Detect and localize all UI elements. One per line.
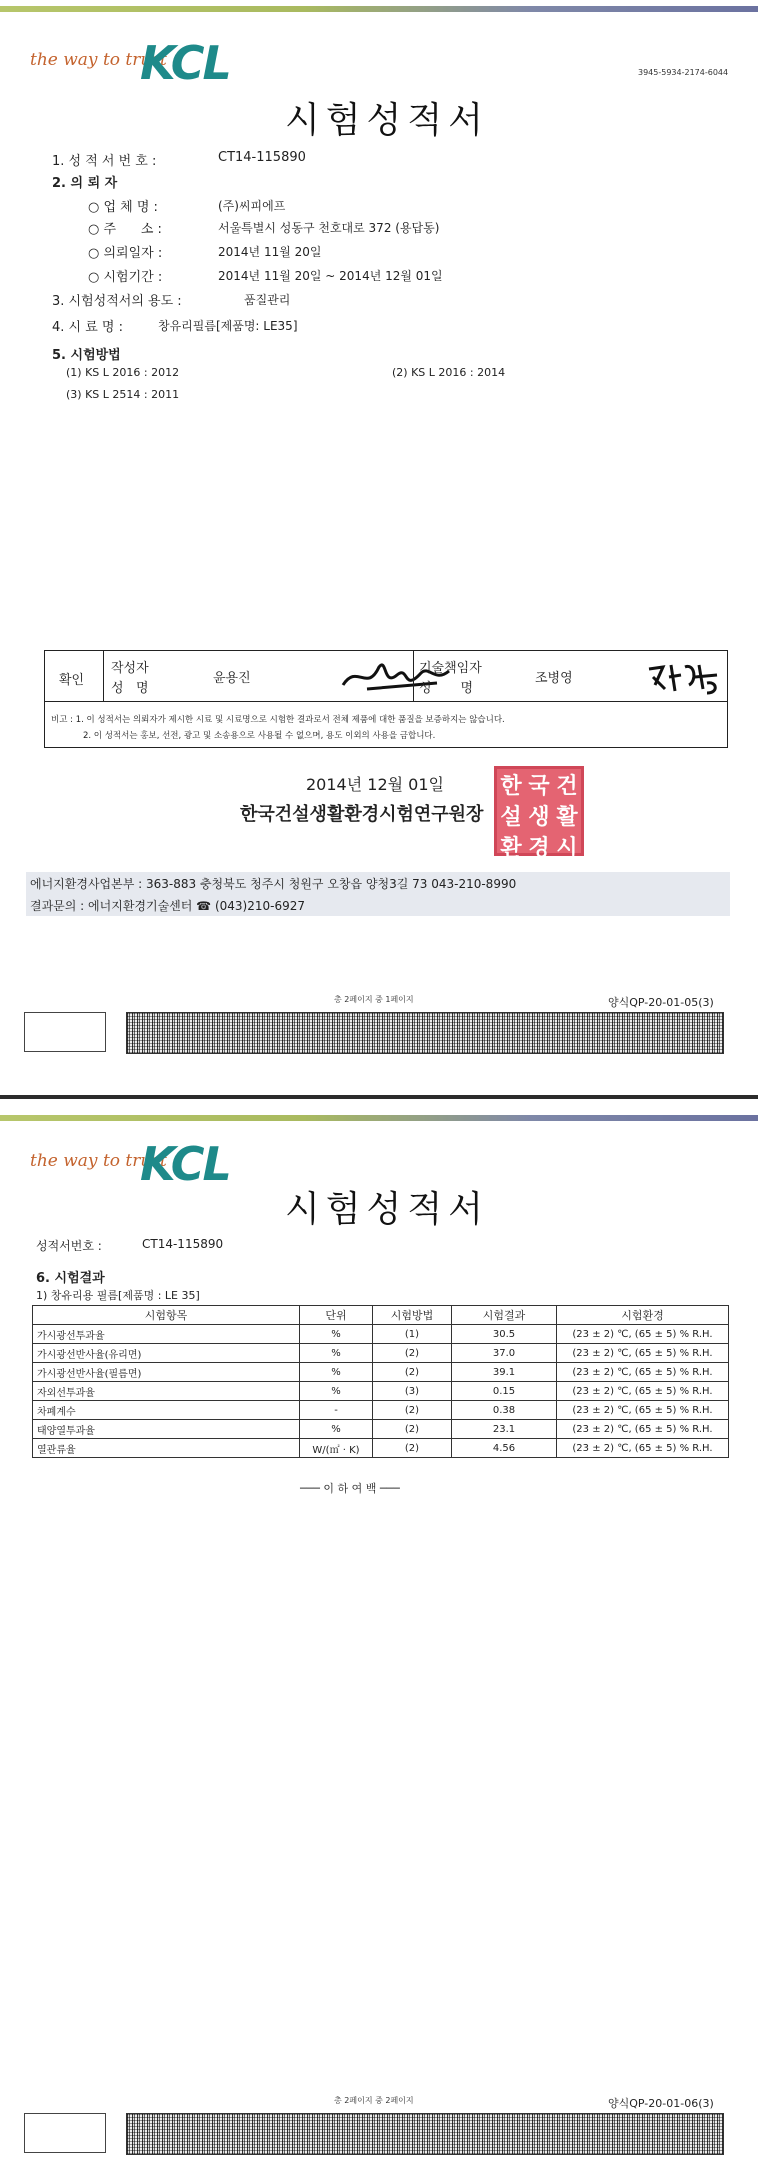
method-1: (1) KS L 2016 : 2012 — [66, 366, 180, 379]
tech-name-label: 성 명 — [419, 681, 474, 696]
institute-name: 한국건설생활환경시험연구원장 — [240, 804, 484, 825]
table-row — [33, 1382, 729, 1401]
tech-divider — [413, 651, 414, 701]
request-date-label: ○ 의뢰일자 : — [88, 246, 163, 261]
cell-unit: % — [300, 1325, 373, 1344]
col-header-item: 시험항목 — [33, 1306, 300, 1325]
cell-method: (2) — [373, 1344, 452, 1363]
issue-date: 2014년 12월 01일 — [306, 775, 444, 794]
signature-box — [44, 650, 728, 748]
report-number-label: 1. 성 적 서 번 호 : — [52, 154, 157, 169]
seal-char: 생 — [528, 805, 550, 830]
table-row — [33, 1439, 729, 1458]
cell-method: (2) — [373, 1401, 452, 1420]
cell-method: (1) — [373, 1325, 452, 1344]
cell-item: 자외선투과율 — [33, 1382, 300, 1401]
writer-name: 윤용진 — [213, 671, 251, 686]
cell-unit: - — [300, 1401, 373, 1420]
seal-char: 경 — [528, 836, 550, 861]
cell-item: 열관류율 — [33, 1439, 300, 1458]
seal-char: 한 — [500, 774, 522, 799]
note-2: 2. 이 성적서는 홍보, 선전, 광고 및 소송용으로 사용될 수 없으며, 용도 이외의 사용을 금합니다. — [83, 731, 436, 741]
address-value: 서울특별시 성동구 천호대로 372 (용답동) — [218, 221, 440, 235]
seal-char: 설 — [500, 805, 522, 830]
table-header-row — [33, 1306, 729, 1325]
report-number-value: CT14-115890 — [218, 150, 306, 165]
cell-unit: % — [300, 1382, 373, 1401]
seal-char: 국 — [528, 774, 550, 799]
cell-result: 0.38 — [452, 1401, 557, 1420]
form-number: 양식QP-20-01-05(3) — [608, 996, 714, 1009]
cell-result: 30.5 — [452, 1325, 557, 1344]
results-heading: 6. 시험결과 — [36, 1271, 105, 1286]
report-number-label: 성적서번호 : — [36, 1239, 102, 1253]
cell-environment: (23 ± 2) ℃, (65 ± 5) % R.H. — [557, 1382, 729, 1401]
tagline: the way to trust — [30, 50, 167, 70]
cell-environment: (23 ± 2) ℃, (65 ± 5) % R.H. — [557, 1325, 729, 1344]
cell-unit: W/(㎡ · K) — [300, 1439, 373, 1458]
cell-item: 가시광선반사율(유리면) — [33, 1344, 300, 1363]
footer-box — [24, 1012, 106, 1052]
writer-label: 작성자 — [111, 661, 149, 676]
company-value: (주)씨피에프 — [218, 199, 286, 213]
official-seal — [494, 766, 584, 861]
tech-signature — [645, 655, 723, 699]
document-code: 3945-5934-2174-6044 — [638, 68, 729, 77]
cell-item: 가시광선반사율(필름면) — [33, 1363, 300, 1382]
end-of-report-mark: ─── 이 하 여 백 ─── — [300, 1482, 400, 1495]
kcl-logo: KCL — [140, 36, 230, 90]
test-period-label: ○ 시험기간 : — [88, 270, 163, 285]
results-table — [32, 1305, 729, 1458]
cell-method: (2) — [373, 1439, 452, 1458]
method-3: (3) KS L 2514 : 2011 — [66, 388, 180, 401]
center-address: 에너지환경사업본부 : 363-883 충청북도 청주시 청원구 오창읍 양청3길 73 043-210-8990 — [30, 877, 517, 891]
method-2: (2) KS L 2016 : 2014 — [392, 366, 506, 379]
page-title: 시험성적서 — [285, 100, 489, 141]
col-header-environment: 시험환경 — [557, 1306, 729, 1325]
cell-result: 4.56 — [452, 1439, 557, 1458]
sign-hline — [45, 701, 727, 702]
table-row — [33, 1420, 729, 1439]
cell-environment: (23 ± 2) ℃, (65 ± 5) % R.H. — [557, 1420, 729, 1439]
page-number: 총 2페이지 중 2페이지 — [334, 2096, 414, 2105]
tagline: the way to trust — [30, 1151, 167, 1171]
page-title: 시험성적서 — [285, 1189, 489, 1230]
cell-unit: % — [300, 1344, 373, 1363]
cell-unit: % — [300, 1420, 373, 1439]
col-header-unit: 단위 — [300, 1306, 373, 1325]
results-subheading: 1) 창유리용 필름[제품명 : LE 35] — [36, 1289, 200, 1302]
page-number: 총 2페이지 중 1페이지 — [334, 995, 414, 1004]
col-header-result: 시험결과 — [452, 1306, 557, 1325]
kcl-logo: KCL — [140, 1137, 230, 1191]
writer-name-label: 성 명 — [111, 681, 149, 696]
report-number-value: CT14-115890 — [142, 1237, 224, 1251]
table-row — [33, 1344, 729, 1363]
test-period-value: 2014년 11월 20일 ~ 2014년 12월 01일 — [218, 269, 443, 283]
purpose-label: 3. 시험성적서의 용도 : — [52, 294, 182, 309]
cell-environment: (23 ± 2) ℃, (65 ± 5) % R.H. — [557, 1439, 729, 1458]
table-row — [33, 1363, 729, 1382]
header-color-bar — [0, 6, 758, 12]
confirm-divider — [103, 651, 104, 701]
seal-char: 환 — [500, 836, 522, 861]
cell-method: (2) — [373, 1420, 452, 1439]
seal-char: 시 — [556, 836, 578, 861]
header-color-bar — [0, 1115, 758, 1121]
cell-method: (3) — [373, 1382, 452, 1401]
cell-method: (2) — [373, 1363, 452, 1382]
method-heading: 5. 시험방법 — [52, 348, 121, 363]
cell-environment: (23 ± 2) ℃, (65 ± 5) % R.H. — [557, 1363, 729, 1382]
purpose-value: 품질관리 — [244, 293, 291, 307]
company-label: ○ 업 체 명 : — [88, 200, 158, 215]
cell-environment: (23 ± 2) ℃, (65 ± 5) % R.H. — [557, 1344, 729, 1363]
report-page-2 — [0, 1099, 758, 2172]
confirm-label: 확인 — [59, 673, 85, 688]
barcode — [126, 2113, 724, 2155]
col-header-method: 시험방법 — [373, 1306, 452, 1325]
barcode — [126, 1012, 724, 1054]
seal-char: 활 — [556, 805, 578, 830]
tech-manager-label: 기술책임자 — [419, 661, 482, 676]
note-1: 비고 : 1. 이 성적서는 의뢰자가 제시한 시료 및 시료명으로 시험한 결과로서 전체 제품에 대한 품질을 보증하지는 않습니다. — [51, 715, 505, 725]
cell-environment: (23 ± 2) ℃, (65 ± 5) % R.H. — [557, 1401, 729, 1420]
table-row — [33, 1325, 729, 1344]
cell-item: 차폐계수 — [33, 1401, 300, 1420]
table-row — [33, 1401, 729, 1420]
cell-unit: % — [300, 1363, 373, 1382]
tech-manager-name: 조병영 — [535, 671, 573, 686]
cell-result: 39.1 — [452, 1363, 557, 1382]
cell-result: 37.0 — [452, 1344, 557, 1363]
cell-result: 0.15 — [452, 1382, 557, 1401]
footer-box — [24, 2113, 106, 2153]
request-date-value: 2014년 11월 20일 — [218, 245, 322, 259]
sample-value: 창유리필름[제품명: LE35] — [158, 319, 298, 333]
cell-item: 태양열투과율 — [33, 1420, 300, 1439]
inquiry-line: 결과문의 : 에너지환경기술센터 ☎ (043)210-6927 — [30, 899, 305, 913]
address-label: ○ 주 소 : — [88, 222, 162, 237]
client-heading: 2. 의 뢰 자 — [52, 176, 118, 191]
cell-item: 가시광선투과율 — [33, 1325, 300, 1344]
form-number: 양식QP-20-01-06(3) — [608, 2097, 714, 2110]
seal-char: 건 — [556, 774, 578, 799]
cell-result: 23.1 — [452, 1420, 557, 1439]
sample-label: 4. 시 료 명 : — [52, 320, 123, 335]
